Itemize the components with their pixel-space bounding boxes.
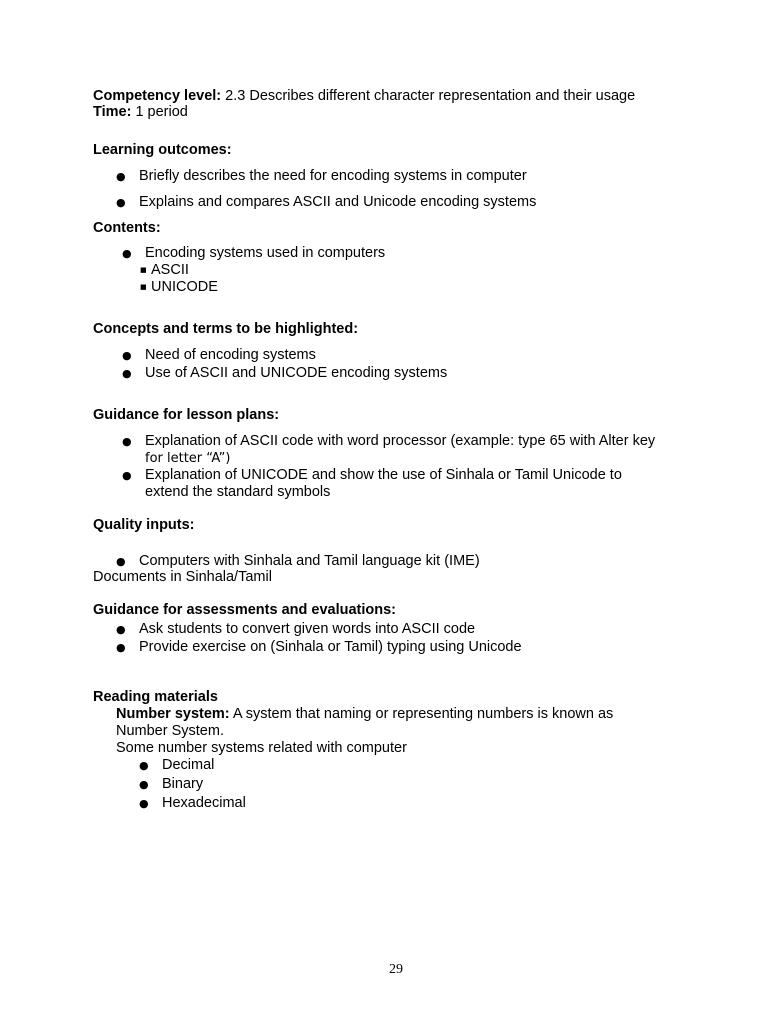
number-systems-intro: Some number systems related with computer (116, 740, 407, 756)
bullet-icon: ● (122, 247, 132, 260)
learning-outcome-item: Explains and compares ASCII and Unicode encoding systems (139, 194, 537, 210)
number-system-definition-text: A system that naming or representing numbers is known as (229, 706, 614, 722)
quality-inputs-extra: Documents in Sinhala/Tamil (93, 569, 272, 585)
contents-subitem: ASCII (151, 262, 189, 278)
learning-outcome-item: Briefly describes the need for encoding systems in computer (139, 168, 527, 184)
bullet-icon: ● (139, 778, 149, 791)
bullet-icon: ● (116, 641, 126, 654)
bullet-icon: ● (122, 435, 132, 448)
competency-label: Competency level: (93, 88, 222, 104)
concepts-item: Use of ASCII and UNICODE encoding systems (145, 365, 448, 381)
concepts-heading: Concepts and terms to be highlighted: (93, 321, 359, 337)
quality-inputs-heading: Quality inputs: (93, 517, 195, 533)
guidance-lesson-item-1-cont: for letter “A”) (145, 451, 231, 466)
bullet-icon: ● (122, 349, 132, 362)
number-system-item: Binary (162, 776, 204, 792)
guidance-lesson-item-2: Explanation of UNICODE and show the use of Sinhala or Tamil Unicode to (145, 467, 622, 483)
learning-outcomes-heading: Learning outcomes: (93, 142, 232, 158)
bullet-icon: ● (116, 196, 126, 209)
guidance-lesson-item-2-cont: extend the standard symbols (145, 484, 331, 500)
contents-subitem: UNICODE (151, 279, 218, 295)
number-system-item: Hexadecimal (162, 795, 246, 811)
reading-heading: Reading materials (93, 689, 218, 705)
bullet-icon: ● (139, 797, 149, 810)
bullet-icon: ● (122, 469, 132, 482)
number-system-definition-cont: Number System. (116, 723, 224, 739)
competency-line (93, 88, 635, 105)
number-system-definition (116, 706, 613, 723)
guidance-lesson-heading: Guidance for lesson plans: (93, 407, 280, 423)
bullet-icon: ● (139, 759, 149, 772)
competency-value: 2.3 Describes different character representation and their usage (221, 88, 636, 104)
contents-item: Encoding systems used in computers (145, 245, 386, 261)
quality-inputs-item: Computers with Sinhala and Tamil language kit (IME) (139, 553, 480, 569)
number-system-item: Decimal (162, 757, 215, 773)
square-bullet-icon: ■ (140, 283, 147, 291)
assessments-item: Provide exercise on (Sinhala or Tamil) typing using Unicode (139, 639, 522, 655)
contents-heading: Contents: (93, 220, 161, 236)
bullet-icon: ● (122, 367, 132, 380)
bullet-icon: ● (116, 623, 126, 636)
concepts-item: Need of encoding systems (145, 347, 316, 363)
bullet-icon: ● (116, 170, 126, 183)
bullet-icon: ● (116, 555, 126, 568)
assessments-item: Ask students to convert given words into ASCII code (139, 621, 476, 637)
time-label: Time: (93, 104, 132, 120)
page-number: 29 (389, 962, 403, 977)
number-system-term: Number system: (116, 706, 230, 722)
guidance-lesson-item-1: Explanation of ASCII code with word processor (example: type 65 with Alter key (145, 433, 656, 449)
square-bullet-icon: ■ (140, 266, 147, 274)
assessments-heading: Guidance for assessments and evaluations: (93, 602, 396, 618)
time-value: 1 period (131, 104, 188, 120)
time-line (93, 104, 188, 121)
